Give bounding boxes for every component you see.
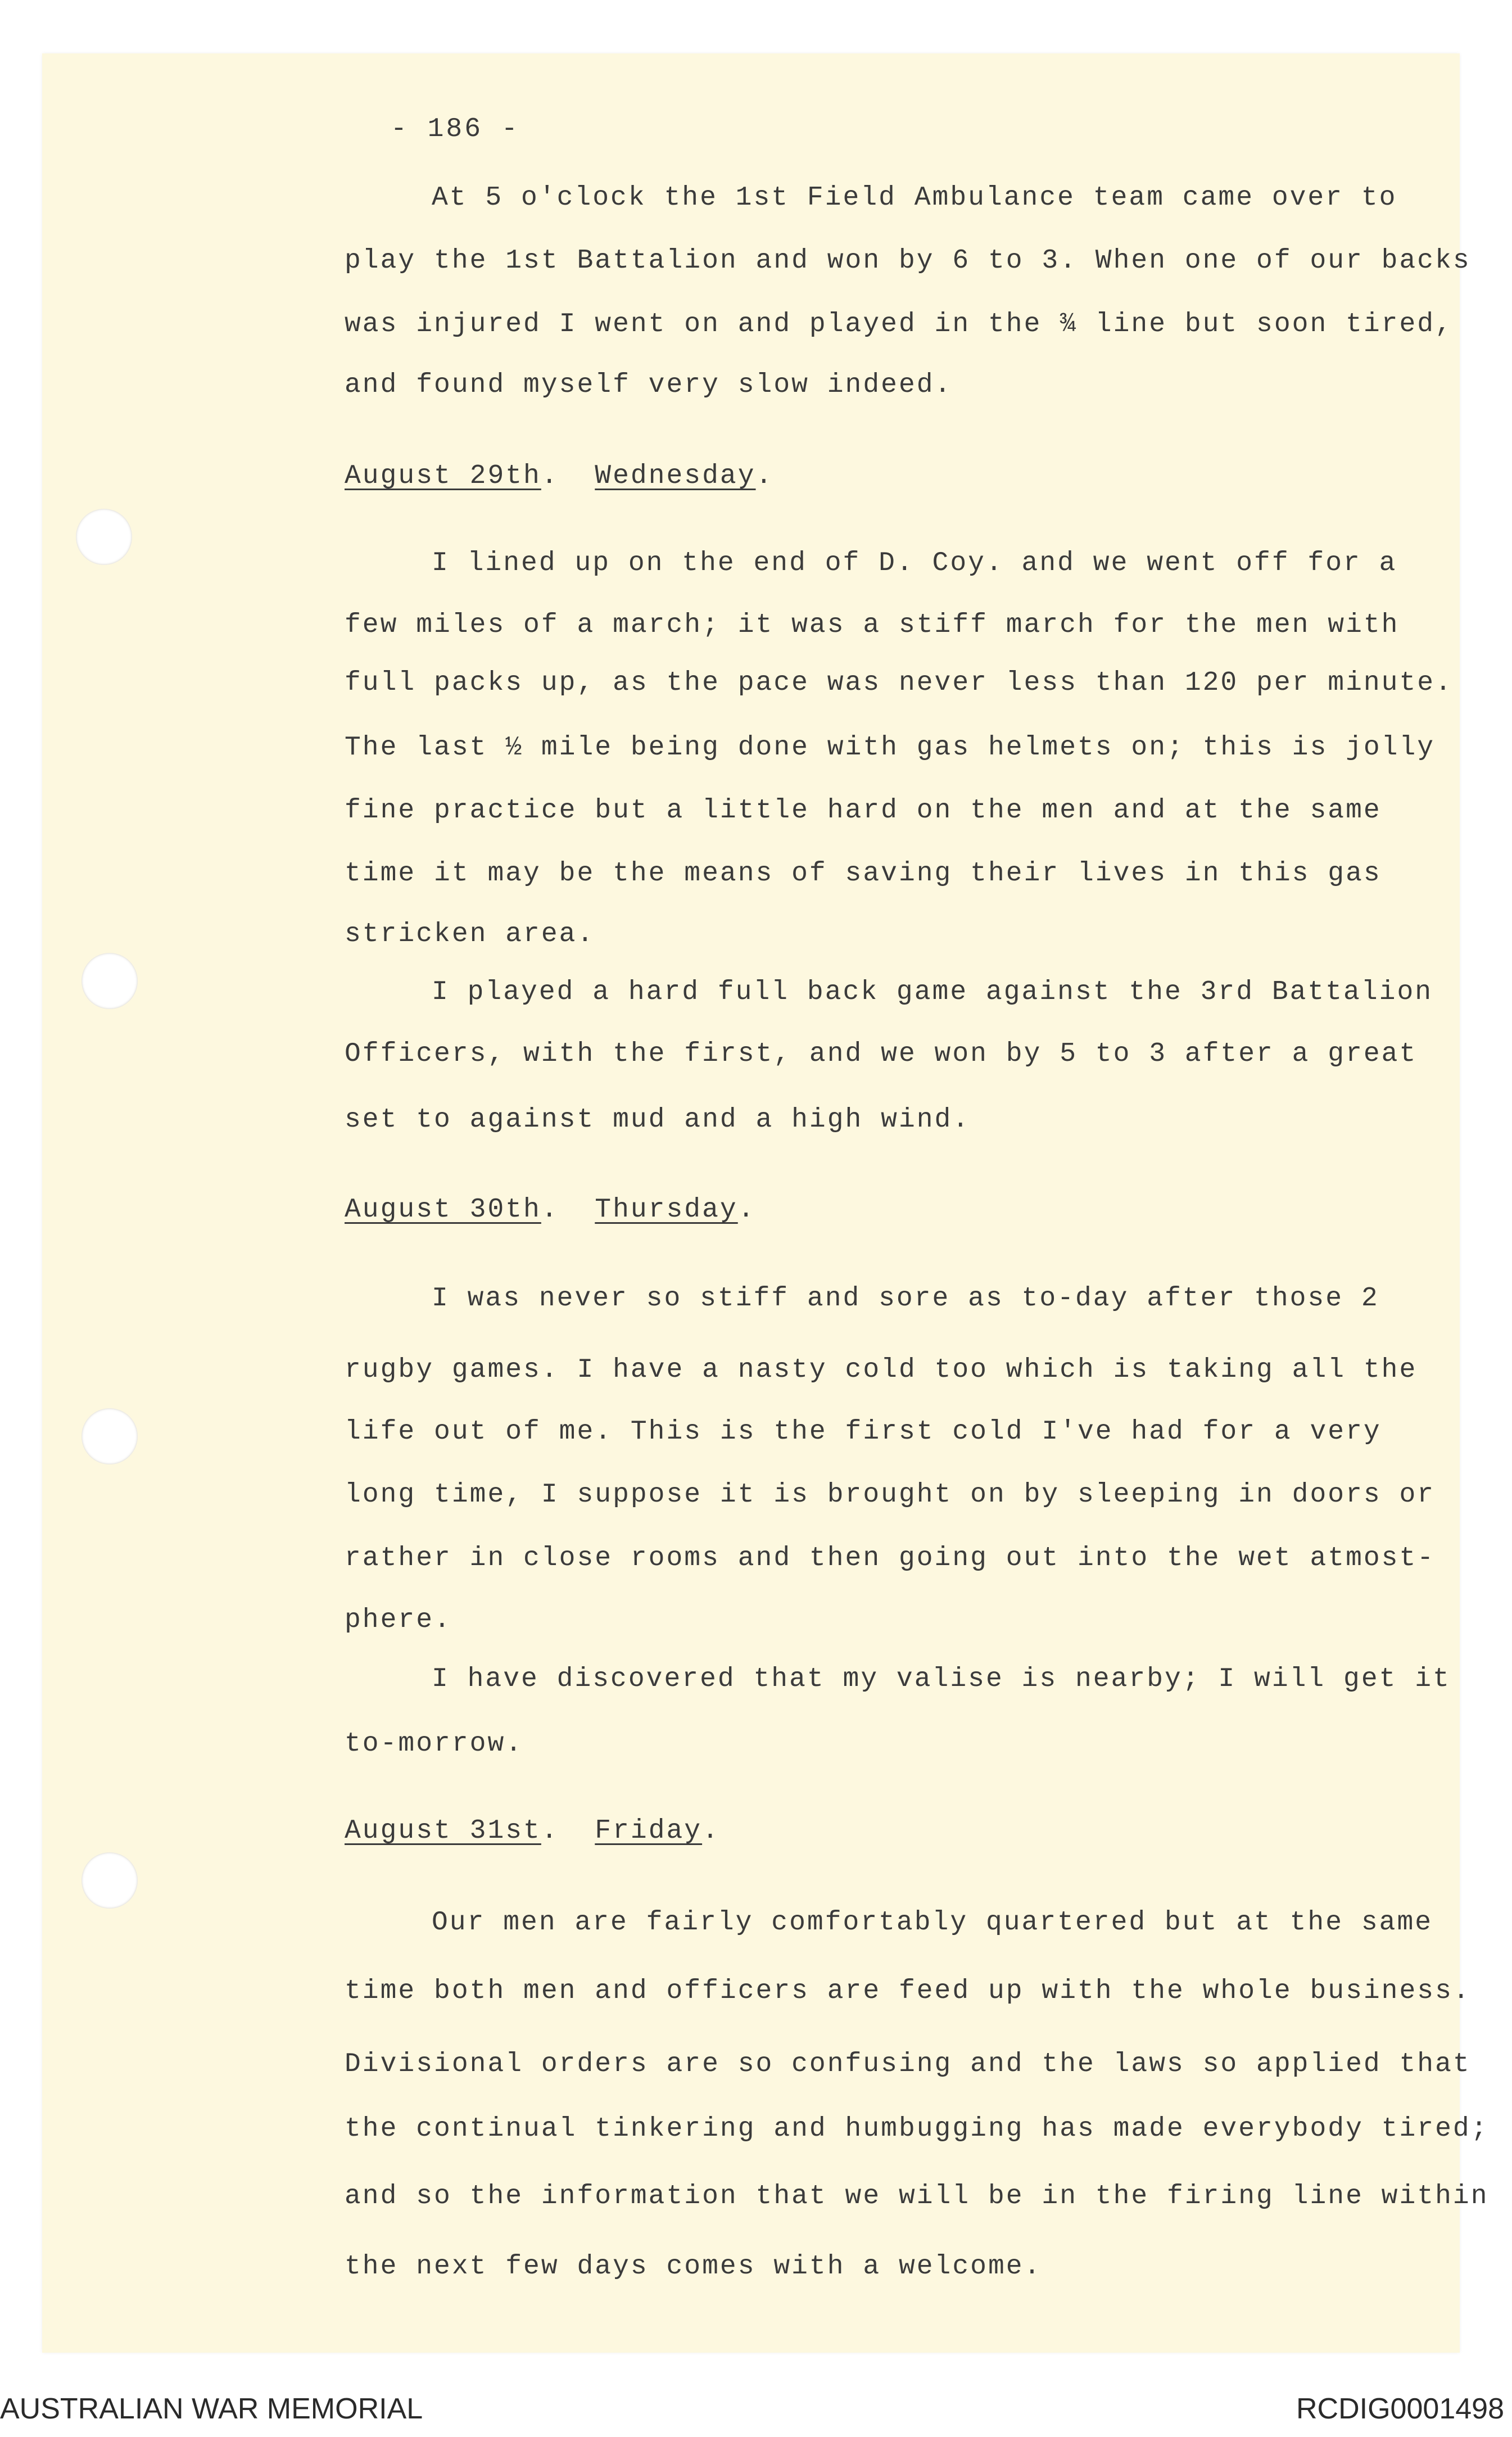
entry-heading: August 30th. Thursday. <box>345 1195 756 1225</box>
punch-hole <box>82 1852 138 1909</box>
text-line: and found myself very slow indeed. <box>345 370 953 400</box>
text-line: was injured I went on and played in the ¾ line but soon tired, <box>345 309 1453 340</box>
text-line: stricken area. <box>345 919 595 950</box>
text-line: few miles of a march; it was a stiff march for the men with <box>345 610 1400 640</box>
text-line: I played a hard full back game against the 3rd Battalion <box>432 977 1433 1007</box>
text-line: I lined up on the end of D. Coy. and we went off for a <box>432 548 1397 578</box>
text-line: rugby games. I have a nasty cold too which is taking all the <box>345 1355 1418 1385</box>
entry-day: Thursday <box>595 1195 738 1225</box>
entry-heading: August 31st. Friday. <box>345 1816 720 1846</box>
text-line: time both men and officers are feed up with the whole business. <box>345 1976 1471 2006</box>
punch-hole <box>82 1408 138 1464</box>
text-line: life out of me. This is the first cold I've had for a very <box>345 1417 1382 1447</box>
footer-reference-id: RCDIG0001498 <box>1296 2393 1504 2425</box>
document-page <box>42 53 1489 2353</box>
footer-institution: AUSTRALIAN WAR MEMORIAL <box>0 2393 423 2425</box>
text-line: Officers, with the first, and we won by 5 to 3 after a great <box>345 1039 1418 1069</box>
text-line: rather in close rooms and then going out into the wet atmost- <box>345 1543 1436 1574</box>
text-line: long time, I suppose it is brought on by sleeping in doors or <box>345 1480 1436 1510</box>
text-line: Divisional orders are so confusing and the laws so applied that <box>345 2049 1471 2079</box>
text-line: I was never so stiff and sore as to-day after those 2 <box>432 1283 1379 1314</box>
text-line: time it may be the means of saving their lives in this gas <box>345 858 1382 889</box>
text-line: I have discovered that my valise is nearby; I will get it <box>432 1664 1451 1694</box>
text-line: The last ½ mile being done with gas helmets on; this is jolly <box>345 733 1436 763</box>
page-number: - 186 - <box>391 114 520 144</box>
text-line: set to against mud and a high wind. <box>345 1105 971 1135</box>
text-line: play the 1st Battalion and won by 6 to 3. When one of our backs <box>345 246 1471 276</box>
punch-hole <box>82 953 138 1009</box>
text-line: Our men are fairly comfortably quartered but at the same <box>432 1907 1433 1938</box>
text-line: to-morrow. <box>345 1729 524 1759</box>
text-line: and so the information that we will be in the firing line within <box>345 2181 1489 2212</box>
entry-heading: August 29th. Wednesday. <box>345 461 774 491</box>
punch-hole <box>76 509 132 565</box>
text-line: At 5 o'clock the 1st Field Ambulance team came over to <box>432 183 1397 213</box>
entry-date: August 31st <box>345 1816 541 1846</box>
entry-date: August 30th <box>345 1195 541 1225</box>
text-line: full packs up, as the pace was never less than 120 per minute. <box>345 668 1453 698</box>
entry-day: Friday <box>595 1816 703 1846</box>
text-line: the continual tinkering and humbugging has made everybody tired; <box>345 2114 1489 2144</box>
text-line: phere. <box>345 1605 452 1635</box>
entry-date: August 29th <box>345 461 541 491</box>
text-line: the next few days comes with a welcome. <box>345 2251 1042 2282</box>
text-line: fine practice but a little hard on the men and at the same <box>345 795 1382 826</box>
entry-day: Wednesday <box>595 461 756 491</box>
